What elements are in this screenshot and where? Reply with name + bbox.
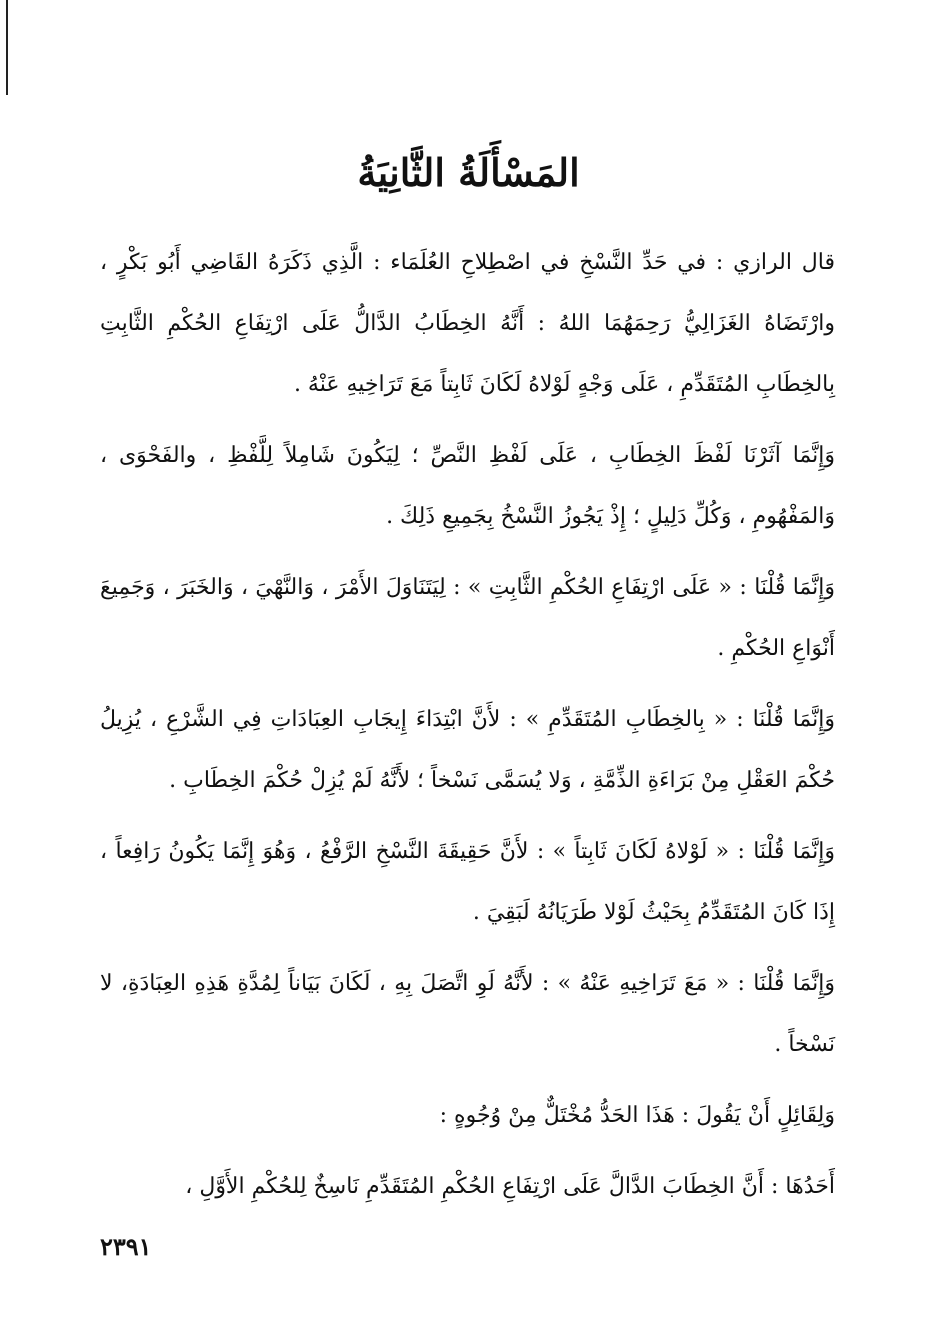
body-text bbox=[100, 232, 835, 1227]
paragraph-6: وَإِنَّمَا قُلْنَا : « مَعَ تَرَاخِيهِ عَنْهُ » : لأَنَّهُ لَوِ اتَّصَلَ بِهِ ، لَكَانَ بَيَاناً لِمُدَّةِ هَذِهِ العِبَادَةِ، لا نَسْخاً . bbox=[100, 971, 835, 1057]
paragraph-7: وَلِقَائِلٍ أَنْ يَقُولَ : هَذَا الحَدُّ مُخْتَلٌّ مِنْ وُجُوهٍ : bbox=[439, 1103, 835, 1128]
page-edge-line bbox=[6, 0, 8, 95]
page-number: ٢٣٩١ bbox=[100, 1232, 152, 1261]
paragraph-8: أَحَدُهَا : أَنَّ الخِطَابَ الدَّالَّ عَلَى ارْتِفَاعِ الحُكْمِ المُتَقَدِّمِ نَاسِخٌ لِلحُكْمِ الأَوَّلِ ، bbox=[185, 1174, 835, 1199]
paragraph-3: وَإِنَّمَا قُلْنَا : « عَلَى ارْتِفَاعِ الحُكْمِ الثَّابِتِ » : لِيَتَنَاوَلَ الأَمْرَ ، وَالنَّهْيَ ، وَالخَبَرَ ، وَجَمِيعَ أَنْوَاعِ الحُكْمِ . bbox=[100, 575, 835, 661]
paragraph-4: وَإِنَّمَا قُلْنَا : « بِالخِطَابِ المُتَقَدِّمِ » : لأَنَّ ابْتِدَاءَ إِيجَابِ العِبَادَاتِ فِي الشَّرْعِ ، يُزِيلُ حُكْمَ العَقْلِ مِنْ بَرَاءَةِ الذِّمَّةِ ، وَلا يُسَمَّى نَسْخاً ؛ لأَنَّهُ لَمْ يُزِلْ حُكْمَ الخِطَابِ . bbox=[100, 707, 835, 793]
paragraph-5: وَإِنَّمَا قُلْنَا : « لَوْلاهُ لَكَانَ ثَابِتاً » : لأَنَّ حَقِيقَةَ النَّسْخِ الرَّفْعُ ، وَهُوَ إِنَّمَا يَكُونُ رَافِعاً ، إِذَا كَانَ المُتَقَدِّمُ بِحَيْثُ لَوْلا طَرَيَانُهُ لَبَقِيَ . bbox=[100, 839, 835, 925]
section-title: المَسْأَلَةُ الثَّانِيَةُ bbox=[357, 150, 580, 195]
paragraph-1: قال الرازي : في حَدِّ النَّسْخِ في اصْطِلاحِ العُلَمَاء : الَّذِي ذَكَرَهُ القَاضِي أَبُو بَكْرٍ ، وارْتَضَاهُ الغَزَالِيُّ رَحِمَهُمَا اللهُ : أَنَّهُ الخِطَابُ الدَّالُّ عَلَى ارْتِفَاعِ الحُكْمِ الثَّابِتِ بِالخِطَابِ المُتَقَدِّمِ ، عَلَى وَجْهٍ لَوْلاهُ لَكَانَ ثَابِتاً مَعَ تَرَاخِيهِ عَنْهُ . bbox=[100, 250, 835, 397]
paragraph-2: وَإِنَّمَا آثَرْنَا لَفْظَ الخِطَابِ ، عَلَى لَفْظِ النَّصِّ ؛ لِيَكُونَ شَامِلاً لِلَّفْظِ ، والفَحْوَى ، وَالمَفْهُومِ ، وَكُلِّ دَلِيلٍ ؛ إِذْ يَجُوزُ النَّسْخُ بِجَمِيعِ ذَلِكَ . bbox=[100, 443, 835, 529]
